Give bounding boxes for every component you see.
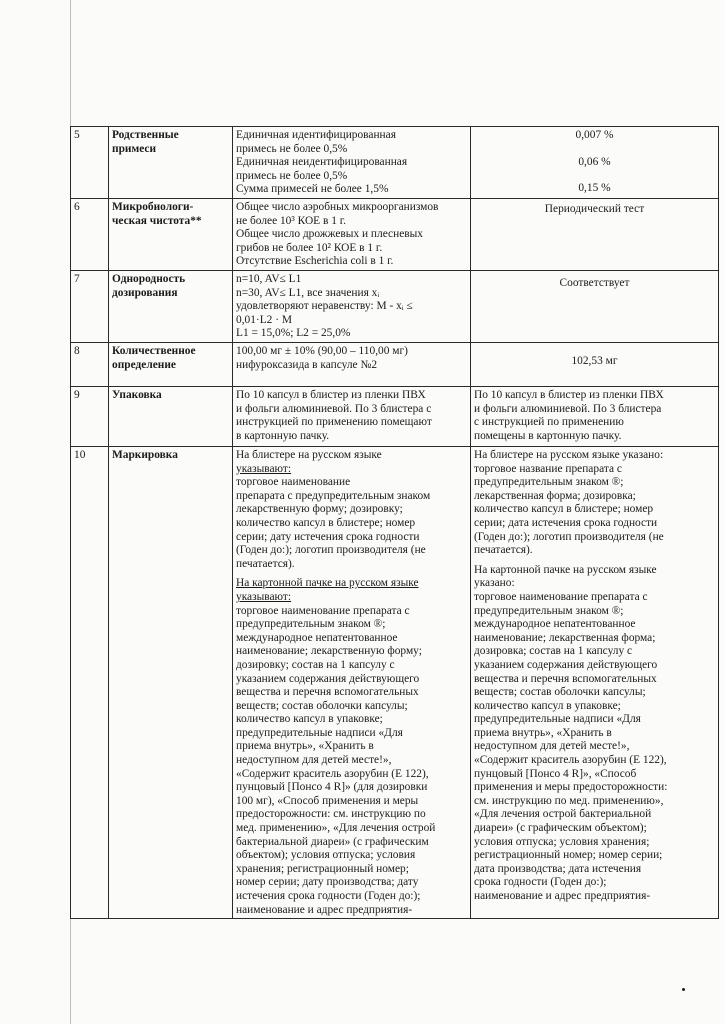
parameter-name — [109, 343, 233, 387]
table-row — [71, 447, 719, 919]
result-line: указанием содержания действующего — [474, 658, 658, 671]
requirement-line: предупредительным знаком ®; — [236, 618, 386, 631]
result-line: веществ; состав оболочки капсулы; — [474, 686, 646, 699]
requirement-line: дозировку; состав на 1 капсулу с — [236, 658, 395, 671]
requirement-line: удовлетворяют неравенству: M - xᵢ ≤ — [236, 300, 413, 313]
requirement-line: международное непатентованное — [236, 631, 398, 644]
parameter-name — [109, 447, 233, 919]
result-line: указано: — [474, 577, 515, 590]
result-line: применения и меры предосторожности: — [474, 781, 668, 794]
result-line: наименование и адрес предприятия- — [474, 890, 651, 902]
requirement-line: 100 мг), «Способ применения и меры — [236, 794, 419, 807]
parameter-name-line: Однородность — [112, 273, 186, 285]
table-row — [71, 127, 719, 199]
requirement-line: Сумма примесей не более 1,5% — [236, 183, 389, 196]
requirement-heading: На блистере на русском языке — [236, 449, 382, 461]
parameter-name-line: Количественное — [112, 345, 196, 357]
result-cell — [471, 387, 719, 447]
parameter-name — [109, 127, 233, 199]
result-line: «Для лечения острой бактериальной — [474, 808, 652, 821]
scan-speck — [682, 988, 685, 991]
requirement-line: инструкцией по применению помещают — [236, 416, 432, 429]
requirement-line: Отсутствие Escherichia coli в 1 г. — [236, 255, 394, 268]
result-line: (Годен до:); логотип производителя (не — [474, 530, 664, 543]
requirement-line: нифуроксазида в капсуле №2 — [236, 358, 378, 371]
parameter-name-line: Микробиологи- — [112, 201, 194, 213]
requirement-line: примесь не более 0,5% — [236, 169, 348, 182]
requirement-line: торговое наименование препарата с — [236, 604, 410, 617]
requirement-line: указанием содержания действующего — [236, 672, 420, 685]
result-line: На блистере на русском языке указано: — [474, 449, 664, 461]
requirement-line: истечения срока годности (Годен до:); — [236, 890, 421, 902]
requirement-line: количество капсул в блистере; номер — [236, 516, 416, 529]
result-line: количество капсул в упаковке; — [474, 699, 621, 712]
result-line: наименование; лекарственная форма; — [474, 631, 656, 644]
result-line: пунцовый [Понсо 4 R]», «Способ — [474, 767, 637, 780]
row-number: 7 — [71, 271, 109, 343]
requirement-cell — [233, 343, 471, 387]
requirement-cell — [233, 199, 471, 271]
requirement-line: n=10, AV≤ L1 — [236, 273, 302, 285]
result-line: диареи» (с графическим объектом); — [474, 822, 647, 835]
requirement-line: «Содержит краситель азорубин (E 122), — [236, 767, 429, 780]
result-cell — [471, 447, 719, 919]
requirement-cell — [233, 447, 471, 919]
parameter-name-line: дозирования — [112, 286, 178, 299]
requirement-line: недоступном для детей месте!», — [236, 754, 392, 767]
requirement-line: примесь не более 0,5% — [236, 142, 348, 155]
requirement-line: хранения; регистрационный номер; — [236, 862, 409, 875]
result-value: 102,53 мг — [571, 355, 618, 367]
result-line: торговое название препарата с — [474, 462, 622, 475]
parameter-name — [109, 199, 233, 271]
result-line: и фольги алюминиевой. По 3 блистера — [474, 402, 662, 415]
requirement-line: веществ; состав оболочки капсулы; — [236, 699, 408, 712]
requirement-line: Общее число дрожжевых и плесневых — [236, 228, 423, 241]
table-row — [71, 271, 719, 343]
result-line: с инструкцией по применению — [474, 416, 624, 429]
result-line: «Содержит краситель азорубин (E 122), — [474, 754, 667, 767]
parameter-name-line: Родственные — [112, 129, 179, 141]
row-number: 8 — [71, 343, 109, 387]
requirement-line: Единичная неидентифицированная — [236, 156, 408, 169]
requirement-line: предосторожности: см. инструкцию по — [236, 808, 426, 821]
requirement-heading: указывают: — [236, 590, 292, 603]
result-line: предупредительные надписи «Для — [474, 713, 641, 726]
requirement-cell — [233, 271, 471, 343]
result-value: 0,15 % — [578, 182, 611, 195]
requirement-line: наименование; лекарственную форму; — [236, 645, 422, 658]
result-line: дата производства; дата истечения — [474, 862, 642, 875]
requirement-line: номер серии; дату производства; дату — [236, 876, 419, 889]
requirement-line: n=30, AV≤ L1, все значения xᵢ — [236, 286, 380, 299]
result-cell — [471, 199, 719, 271]
result-line: см. инструкцию по мед. применению», — [474, 794, 664, 807]
requirement-line: лекарственную форму; дозировку; — [236, 503, 403, 516]
result-line: условия отпуска; условия хранения; — [474, 835, 650, 848]
requirement-line: серии; дату истечения срока годности — [236, 530, 420, 543]
requirement-line: 0,01·L2 · M — [236, 313, 292, 326]
requirement-heading: указывают: — [236, 462, 292, 475]
requirement-line: торговое наименование — [236, 476, 351, 489]
result-cell — [471, 271, 719, 343]
row-number: 5 — [71, 127, 109, 199]
result-value: 0,007 % — [575, 129, 614, 141]
requirement-line: грибов не более 10² КОЕ в 1 г. — [236, 241, 383, 254]
requirement-line: приема внутрь», «Хранить в — [236, 740, 374, 753]
result-line: предупредительным знаком ®; — [474, 604, 624, 617]
table-row — [71, 199, 719, 271]
parameter-name-line: определение — [112, 358, 176, 371]
requirement-line: Общее число аэробных микроорганизмов — [236, 201, 439, 213]
requirement-line: По 10 капсул в блистер из пленки ПВХ — [236, 389, 426, 401]
result-line: помещены в картонную пачку. — [474, 429, 622, 442]
requirement-line: препарата с предупредительным знаком — [236, 489, 431, 502]
requirement-line: бактериальной диареи» (с графическим — [236, 835, 429, 848]
result-cell — [471, 343, 719, 387]
requirement-line: количество капсул в упаковке; — [236, 713, 383, 726]
requirement-line: мед. применению», «Для лечения острой — [236, 822, 436, 835]
requirement-line: пунцовый [Понсо 4 R]» (для дозировки — [236, 781, 428, 794]
requirement-line: L1 = 15,0%; L2 = 25,0% — [236, 327, 351, 340]
result-line: лекарственная форма; дозировка; — [474, 489, 636, 502]
parameter-name-line: примеси — [112, 142, 157, 155]
requirement-line: в картонную пачку. — [236, 429, 330, 442]
parameter-name — [109, 271, 233, 343]
result-line: регистрационный номер; номер серии; — [474, 849, 663, 862]
requirement-line: объектом); условия отпуска; условия — [236, 849, 416, 862]
result-line: количество капсул в блистере; номер — [474, 503, 654, 516]
result-line: серии; дата истечения срока годности — [474, 516, 658, 529]
parameter-name-line: ческая чистота** — [112, 214, 202, 227]
requirement-line: и фольги алюминиевой. По 3 блистера с — [236, 402, 432, 415]
parameter-name-line: Упаковка — [112, 389, 162, 401]
result-value: Соответствует — [559, 277, 630, 289]
result-line: торговое наименование препарата с — [474, 590, 648, 603]
requirement-line: 100,00 мг ± 10% (90,00 – 110,00 мг) — [236, 345, 408, 357]
result-line: предупредительным знаком ®; — [474, 476, 624, 489]
result-line: приема внутрь», «Хранить в — [474, 726, 612, 739]
parameter-name-line: Маркировка — [112, 449, 178, 461]
parameter-name — [109, 387, 233, 447]
requirement-line: (Годен до:); логотип производителя (не — [236, 544, 426, 557]
requirement-cell — [233, 127, 471, 199]
result-line: печатается). — [474, 544, 533, 557]
result-line: вещества и перечня вспомогательных — [474, 672, 657, 685]
requirement-cell — [233, 387, 471, 447]
result-line: срока годности (Годен до:); — [474, 876, 607, 889]
requirement-line: предупредительные надписи «Для — [236, 726, 403, 739]
requirement-heading: На картонной пачке на русском языке — [236, 577, 419, 590]
table-row — [71, 343, 719, 387]
result-line: На картонной пачке на русском языке — [474, 563, 657, 576]
table-row — [71, 387, 719, 447]
requirement-line: не более 10³ КОЕ в 1 г. — [236, 214, 346, 227]
requirement-line: наименование и адрес предприятия- — [236, 903, 413, 916]
requirement-line: Единичная идентифицированная — [236, 129, 396, 141]
requirement-line: печатается). — [236, 557, 295, 570]
result-line: дозировка; состав на 1 капсулу с — [474, 645, 633, 658]
result-cell — [471, 127, 719, 199]
specification-table — [70, 126, 719, 919]
result-value: Периодический тест — [544, 203, 645, 215]
result-line: По 10 капсул в блистер из пленки ПВХ — [474, 389, 664, 401]
result-value: 0,06 % — [578, 155, 611, 168]
row-number: 10 — [71, 447, 109, 919]
row-number: 9 — [71, 387, 109, 447]
result-line: недоступном для детей месте!», — [474, 740, 630, 753]
requirement-line: вещества и перечня вспомогательных — [236, 686, 419, 699]
result-line: международное непатентованное — [474, 618, 636, 631]
row-number: 6 — [71, 199, 109, 271]
